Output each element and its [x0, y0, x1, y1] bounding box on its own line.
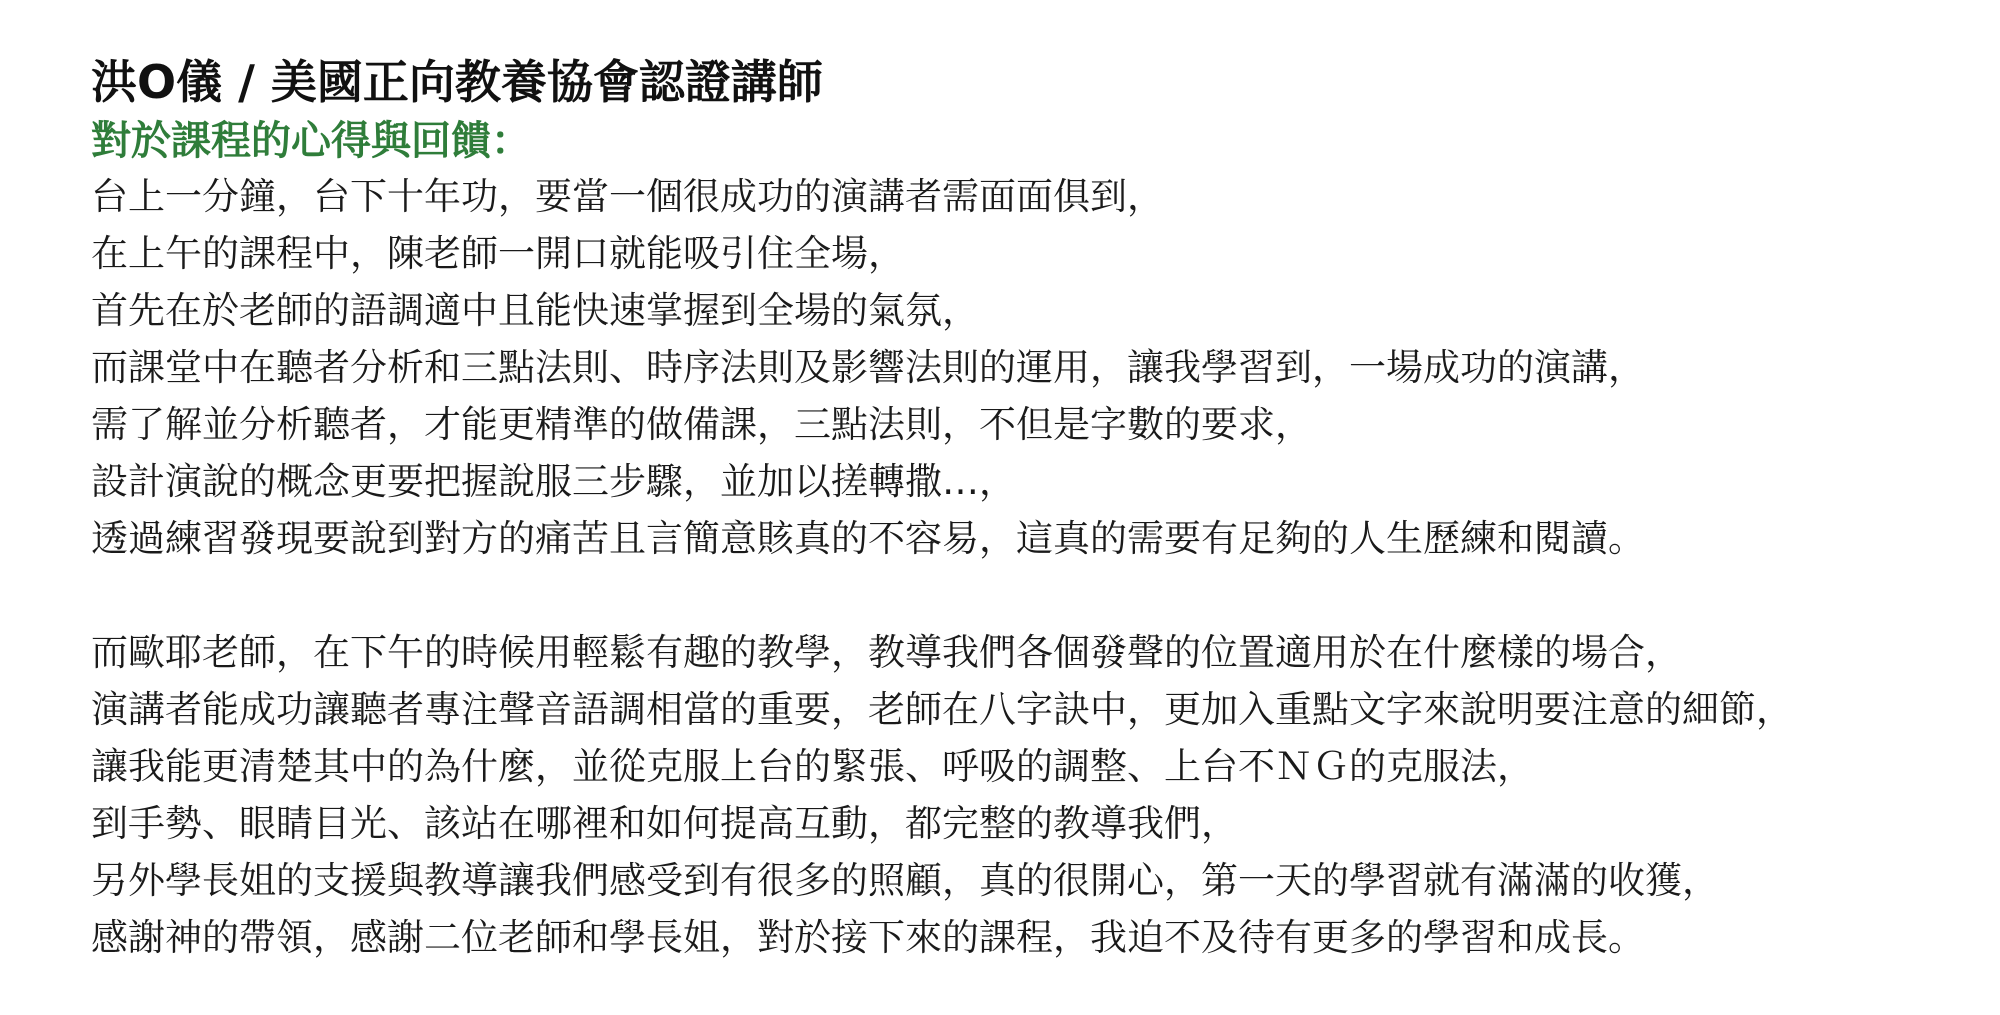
paragraph-line: 而課堂中在聽者分析和三點法則、時序法則及影響法則的運用，讓我學習到，一場成功的演講， [91, 346, 1645, 389]
paragraph-afternoon [91, 624, 1981, 966]
paragraph-line: 首先在於老師的語調適中且能快速掌握到全場的氣氛， [91, 289, 979, 332]
paragraph-line: 需了解並分析聽者，才能更精準的做備課，三點法則，不但是字數的要求， [91, 403, 1312, 446]
testimonial-document [91, 52, 1981, 966]
paragraph-line: 設計演說的概念更要把握說服三步驟，並加以搓轉撒…， [91, 460, 1016, 503]
paragraph-line: 透過練習發現要說到對方的痛苦且言簡意賅真的不容易，這真的需要有足夠的人生歷練和閱讀。 [91, 517, 1645, 560]
paragraph-line: 在上午的課程中，陳老師一開口就能吸引住全場， [91, 232, 905, 275]
paragraph-line: 演講者能成功讓聽者專注聲音語調相當的重要，老師在八字訣中，更加入重點文字來說明要注意的細節， [91, 688, 1793, 731]
paragraph-line: 另外學長姐的支援與教導讓我們感受到有很多的照顧，真的很開心，第一天的學習就有滿滿的收獲， [91, 859, 1719, 902]
paragraph-line: 台上一分鐘，台下十年功，要當一個很成功的演講者需面面俱到， [91, 175, 1164, 218]
feedback-heading: 對於課程的心得與回饋： [91, 117, 531, 164]
paragraph-line: 讓我能更清楚其中的為什麼，並從克服上台的緊張、呼吸的調整、上台不ＮＧ的克服法， [91, 745, 1534, 788]
paragraph-line: 而歐耶老師，在下午的時候用輕鬆有趣的教學，教導我們各個發聲的位置適用於在什麼樣的場合， [91, 631, 1682, 674]
paragraph-morning [91, 168, 1981, 567]
paragraph-line: 感謝神的帶領，感謝二位老師和學長姐，對於接下來的課程，我迫不及待有更多的學習和成長。 [91, 916, 1645, 959]
paragraph-line: 到手勢、眼睛目光、該站在哪裡和如何提高互動，都完整的教導我們， [91, 802, 1238, 845]
author-title: 洪O儀 / 美國正向教養協會認證講師 [91, 55, 823, 109]
